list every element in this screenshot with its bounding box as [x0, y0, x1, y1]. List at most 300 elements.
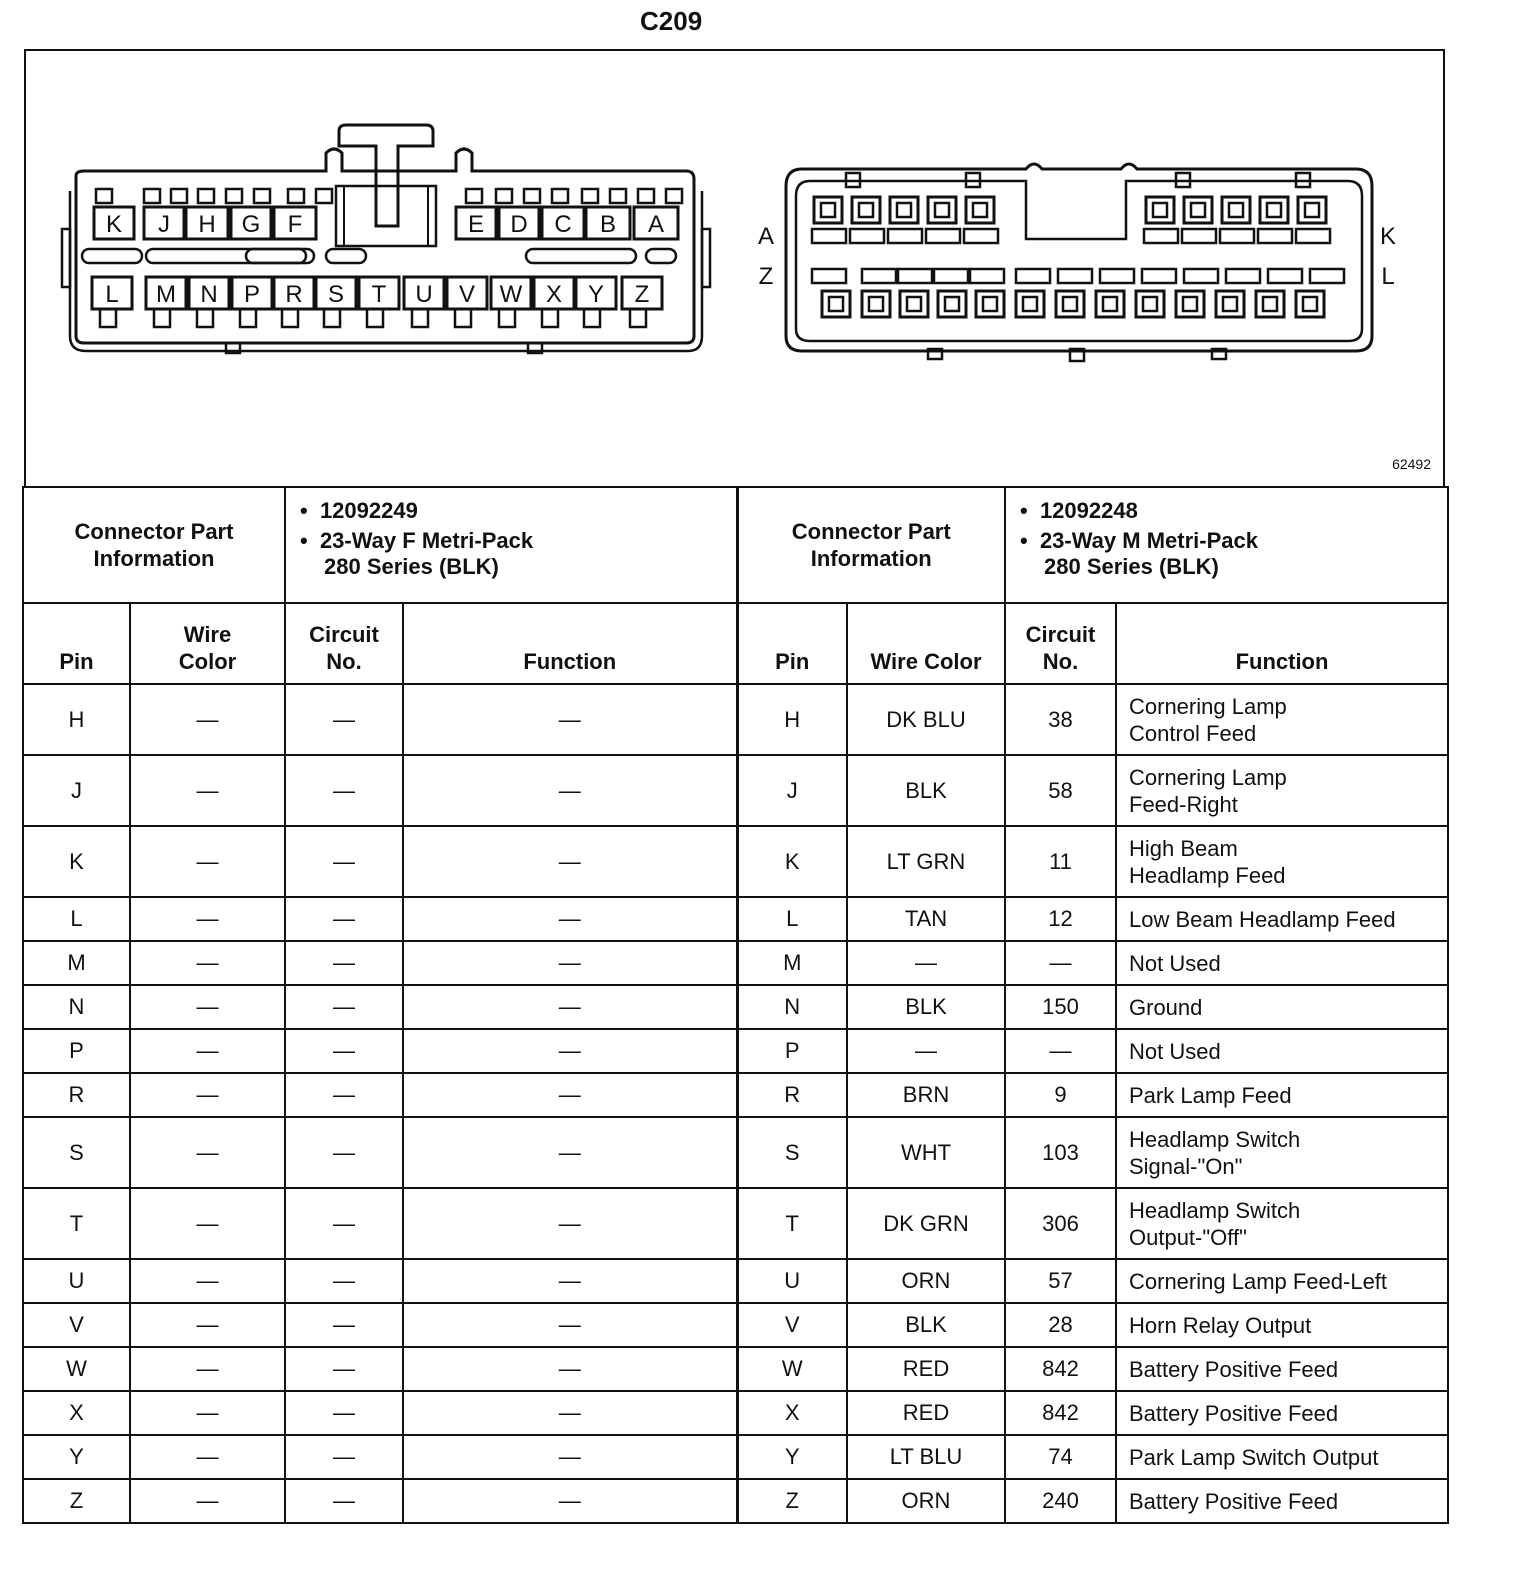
pin-cell-left: X: [23, 1391, 130, 1435]
pin-cell-right: T: [737, 1188, 847, 1259]
wire-color-cell-right: BLK: [847, 1303, 1005, 1347]
pin-label: M: [156, 281, 176, 308]
pin-cell-left: H: [23, 684, 130, 755]
mid-slot: [1258, 229, 1292, 243]
circuit-cell-right: 11: [1005, 826, 1116, 897]
pin-slot: [254, 189, 270, 203]
mid-slot: [646, 249, 676, 263]
pin-slot: [288, 189, 304, 203]
circuit-cell-left: —: [285, 755, 403, 826]
pin-box: [1256, 291, 1284, 317]
pin-box: [1298, 197, 1326, 223]
wire-color-cell-right: WHT: [847, 1117, 1005, 1188]
circuit-cell-right: 842: [1005, 1347, 1116, 1391]
function-line-1: Not Used: [1129, 1038, 1221, 1064]
pin-box: [1176, 291, 1204, 317]
wire-color-cell-right: ORN: [847, 1479, 1005, 1523]
function-line-1: Not Used: [1129, 950, 1221, 976]
wire-color-cell-left: —: [130, 897, 285, 941]
pin-slot: [100, 309, 116, 327]
mid-slot: [1016, 269, 1050, 283]
pin-label: C: [554, 211, 572, 238]
mid-slot: [862, 269, 896, 283]
wire-color-cell-left: —: [130, 1391, 285, 1435]
circuit-cell-right: 103: [1005, 1117, 1116, 1188]
wire-color-cell-right: ORN: [847, 1259, 1005, 1303]
circuit-cell-right: 240: [1005, 1479, 1116, 1523]
left-connector-ear: [702, 229, 710, 287]
pin-cell-left: J: [23, 755, 130, 826]
left-part-info-label-text: Connector Part Information: [74, 519, 234, 571]
mid-slot: [1310, 269, 1344, 283]
pin-box: [976, 291, 1004, 317]
function-line-1: Battery Positive Feed: [1129, 1488, 1339, 1514]
pin-label: V: [458, 281, 476, 308]
wire-color-cell-left: —: [130, 1259, 285, 1303]
right-part-info-label-text: Connector Part Information: [791, 519, 951, 571]
wire-color-cell-right: RED: [847, 1347, 1005, 1391]
function-cell-right: [1116, 826, 1448, 897]
table-row: [23, 1117, 1448, 1188]
pin-slot: [666, 189, 682, 203]
function-cell-right: [1116, 1073, 1448, 1117]
wire-color-cell-left: —: [130, 1117, 285, 1188]
connector-illustration-panel: [24, 49, 1445, 486]
pin-box: [890, 197, 918, 223]
col-circuit-right: [1005, 603, 1116, 684]
connector-side-label: A: [757, 223, 775, 250]
pin-box: [862, 291, 890, 317]
pin-contact: [821, 203, 835, 217]
pin-slot: [584, 309, 600, 327]
right-part-desc: • 23-Way M Metri-Pack: [1020, 528, 1258, 553]
col-wire-color-right: Wire Color: [847, 603, 1005, 684]
pin-slot: [171, 189, 187, 203]
wire-color-cell-right: BRN: [847, 1073, 1005, 1117]
pin-contact: [973, 203, 987, 217]
right-part-number: • 12092248: [1020, 498, 1138, 523]
pin-cell-left: L: [23, 897, 130, 941]
mid-slot: [82, 249, 142, 263]
pin-slot: [455, 309, 471, 327]
function-line-2: Control Feed: [1129, 720, 1257, 746]
col-function-left: Function: [403, 603, 737, 684]
pin-cell-left: U: [23, 1259, 130, 1303]
col-pin-right: Pin: [737, 603, 847, 684]
figure-number: 62492: [1392, 456, 1431, 472]
pin-cell-right: J: [737, 755, 847, 826]
circuit-cell-left: —: [285, 1117, 403, 1188]
mid-slot: [926, 229, 960, 243]
mid-slot: [812, 269, 846, 283]
latch-housing: [336, 186, 436, 246]
pin-slot: [552, 189, 568, 203]
function-cell-right: [1116, 1435, 1448, 1479]
pin-slot: [154, 309, 170, 327]
mid-slot: [1100, 269, 1134, 283]
mid-slot: [1142, 269, 1176, 283]
mid-slot: [898, 269, 932, 283]
pin-slot: [240, 309, 256, 327]
pin-cell-left: Y: [23, 1435, 130, 1479]
circuit-cell-left: —: [285, 1347, 403, 1391]
pin-cell-right: R: [737, 1073, 847, 1117]
pin-cell-right: P: [737, 1029, 847, 1073]
circuit-cell-left: —: [285, 941, 403, 985]
function-cell-left: —: [403, 1073, 737, 1117]
part-info-row: [23, 487, 1448, 603]
right-part-info-label: [737, 487, 1005, 603]
pin-contact: [1191, 203, 1205, 217]
pin-contact: [897, 203, 911, 217]
connector-title: C209: [640, 6, 703, 36]
function-cell-right: [1116, 985, 1448, 1029]
mid-slot: [1268, 269, 1302, 283]
pin-contact: [945, 297, 959, 311]
circuit-cell-right: —: [1005, 1029, 1116, 1073]
function-cell-right: [1116, 1347, 1448, 1391]
pin-contact: [1153, 203, 1167, 217]
mid-slot: [888, 229, 922, 243]
pin-slot: [496, 189, 512, 203]
pin-box: [1016, 291, 1044, 317]
pin-slot: [638, 189, 654, 203]
wire-color-cell-left: —: [130, 1188, 285, 1259]
pin-label: G: [241, 211, 261, 238]
pin-cell-right: Y: [737, 1435, 847, 1479]
pin-label: A: [647, 211, 665, 238]
mid-slot: [1182, 229, 1216, 243]
col-circuit-left: [285, 603, 403, 684]
pin-slot: [542, 309, 558, 327]
function-cell-left: —: [403, 1188, 737, 1259]
pin-contact: [1223, 297, 1237, 311]
right-part-desc-line1: 23-Way M Metri-Pack: [1039, 528, 1258, 553]
pin-contact: [983, 297, 997, 311]
wire-color-cell-right: BLK: [847, 755, 1005, 826]
pin-box: [1096, 291, 1124, 317]
function-line-2: Output-"Off": [1129, 1224, 1247, 1250]
pin-cell-left: R: [23, 1073, 130, 1117]
pin-label: K: [105, 211, 123, 238]
circuit-cell-right: 38: [1005, 684, 1116, 755]
table-row: [23, 1029, 1448, 1073]
pin-cell-right: H: [737, 684, 847, 755]
table-row: [23, 985, 1448, 1029]
function-line-1: Headlamp Switch: [1129, 1197, 1301, 1223]
pin-cell-right: U: [737, 1259, 847, 1303]
function-line-1: Cornering Lamp: [1129, 693, 1287, 719]
function-line-1: Ground: [1129, 994, 1203, 1020]
pin-cell-right: S: [737, 1117, 847, 1188]
pin-box: [900, 291, 928, 317]
right-part-number-text: 12092248: [1039, 498, 1138, 523]
col-wire-color-left-text: Wire Color: [178, 622, 237, 674]
mid-slot: [1184, 269, 1218, 283]
function-line-2: Headlamp Feed: [1129, 862, 1286, 888]
function-cell-left: —: [403, 1259, 737, 1303]
mid-slot: [1144, 229, 1178, 243]
pin-contact: [1305, 203, 1319, 217]
col-circuit-right-text: Circuit No.: [1025, 622, 1096, 674]
mid-slot: [1220, 229, 1254, 243]
pin-box: [1216, 291, 1244, 317]
pin-contact: [829, 297, 843, 311]
function-cell-left: —: [403, 1435, 737, 1479]
pin-cell-right: L: [737, 897, 847, 941]
function-line-1: Park Lamp Switch Output: [1129, 1444, 1379, 1470]
wire-color-cell-left: —: [130, 1347, 285, 1391]
wire-color-cell-left: —: [130, 684, 285, 755]
column-header-row: [23, 603, 1448, 684]
table-row: [23, 1347, 1448, 1391]
wire-color-cell-right: LT GRN: [847, 826, 1005, 897]
pin-slot: [524, 189, 540, 203]
wire-color-cell-right: BLK: [847, 985, 1005, 1029]
wire-color-cell-left: —: [130, 1435, 285, 1479]
pin-cell-left: N: [23, 985, 130, 1029]
pin-box: [852, 197, 880, 223]
col-wire-color-left: [130, 603, 285, 684]
circuit-cell-right: 150: [1005, 985, 1116, 1029]
function-line-1: Cornering Lamp Feed-Left: [1129, 1268, 1388, 1294]
circuit-cell-left: —: [285, 1029, 403, 1073]
mid-slot: [812, 229, 846, 243]
connector-side-label: K: [1379, 223, 1397, 250]
wire-color-cell-left: —: [130, 826, 285, 897]
pin-label: N: [200, 281, 218, 308]
circuit-cell-left: —: [285, 985, 403, 1029]
pin-rows: [23, 684, 1448, 1523]
function-line-1: Battery Positive Feed: [1129, 1356, 1339, 1382]
pin-contact: [1183, 297, 1197, 311]
mid-slot: [146, 249, 314, 263]
wire-color-cell-right: DK GRN: [847, 1188, 1005, 1259]
pin-label: X: [545, 281, 563, 308]
function-line-1: High Beam: [1129, 835, 1238, 861]
pin-slot: [226, 189, 242, 203]
pin-label: E: [467, 211, 485, 238]
function-line-2: Signal-"On": [1129, 1153, 1243, 1179]
pin-label: Z: [634, 281, 650, 308]
circuit-cell-left: —: [285, 1259, 403, 1303]
left-part-desc: • 23-Way F Metri-Pack: [300, 528, 534, 553]
function-cell-right: [1116, 1188, 1448, 1259]
pin-label: D: [510, 211, 528, 238]
left-part-desc-line1: 23-Way F Metri-Pack: [319, 528, 534, 553]
circuit-cell-left: —: [285, 1479, 403, 1523]
function-cell-right: [1116, 941, 1448, 985]
pin-cell-right: Z: [737, 1479, 847, 1523]
pin-contact: [1063, 297, 1077, 311]
mid-slot: [1226, 269, 1260, 283]
left-part-number-text: 12092249: [319, 498, 418, 523]
pin-cell-right: K: [737, 826, 847, 897]
pin-contact: [1267, 203, 1281, 217]
table-row: [23, 1303, 1448, 1347]
table-row: [23, 826, 1448, 897]
function-cell-left: —: [403, 1347, 737, 1391]
pin-cell-left: T: [23, 1188, 130, 1259]
pin-box: [1056, 291, 1084, 317]
pin-label: T: [371, 281, 387, 308]
pin-cell-right: M: [737, 941, 847, 985]
circuit-cell-left: —: [285, 1435, 403, 1479]
pin-contact: [1143, 297, 1157, 311]
function-cell-left: —: [403, 1303, 737, 1347]
wire-color-cell-left: —: [130, 1479, 285, 1523]
wire-color-cell-left: —: [130, 755, 285, 826]
pin-label: P: [243, 281, 261, 308]
col-circuit-left-text: Circuit No.: [309, 622, 379, 674]
function-cell-left: —: [403, 826, 737, 897]
pin-label: S: [327, 281, 345, 308]
pin-contact: [935, 203, 949, 217]
pin-slot: [610, 189, 626, 203]
function-cell-left: —: [403, 985, 737, 1029]
function-cell-right: [1116, 1029, 1448, 1073]
pin-slot: [466, 189, 482, 203]
function-cell-right: [1116, 1479, 1448, 1523]
pin-label: R: [285, 281, 303, 308]
function-line-1: Cornering Lamp: [1129, 764, 1287, 790]
circuit-cell-left: —: [285, 1073, 403, 1117]
pin-contact: [1023, 297, 1037, 311]
function-cell-right: [1116, 1117, 1448, 1188]
latch-icon: [339, 125, 433, 226]
circuit-cell-left: —: [285, 826, 403, 897]
wire-color-cell-left: —: [130, 941, 285, 985]
pin-slot: [316, 189, 332, 203]
function-line-1: Headlamp Switch: [1129, 1126, 1301, 1152]
pin-slot: [324, 309, 340, 327]
function-cell-right: [1116, 1391, 1448, 1435]
pinout-table: [22, 486, 1449, 1524]
pin-cell-left: V: [23, 1303, 130, 1347]
pin-box: [1136, 291, 1164, 317]
circuit-cell-right: 58: [1005, 755, 1116, 826]
pin-cell-right: V: [737, 1303, 847, 1347]
wire-color-cell-right: DK BLU: [847, 684, 1005, 755]
connector-side-label: L: [1381, 263, 1395, 290]
circuit-cell-right: 9: [1005, 1073, 1116, 1117]
function-cell-left: —: [403, 684, 737, 755]
circuit-cell-right: —: [1005, 941, 1116, 985]
pin-slot: [282, 309, 298, 327]
pin-box: [1260, 197, 1288, 223]
mid-slot: [970, 269, 1004, 283]
pin-label: H: [198, 211, 216, 238]
table-row: [23, 755, 1448, 826]
pin-slot: [499, 309, 515, 327]
wire-color-cell-right: TAN: [847, 897, 1005, 941]
left-connector-ear: [62, 229, 70, 287]
function-cell-left: —: [403, 1479, 737, 1523]
function-cell-left: —: [403, 755, 737, 826]
wire-color-cell-left: —: [130, 1073, 285, 1117]
circuit-cell-right: 842: [1005, 1391, 1116, 1435]
table-row: [23, 1391, 1448, 1435]
mid-slot: [850, 229, 884, 243]
function-cell-left: —: [403, 1117, 737, 1188]
pin-box: [966, 197, 994, 223]
table-row: [23, 1188, 1448, 1259]
pin-label: F: [287, 211, 303, 238]
table-row: [23, 1259, 1448, 1303]
pin-contact: [907, 297, 921, 311]
table-row: [23, 1435, 1448, 1479]
wire-color-cell-right: LT BLU: [847, 1435, 1005, 1479]
left-part-info: [285, 487, 737, 603]
pin-cell-right: W: [737, 1347, 847, 1391]
function-cell-right: [1116, 897, 1448, 941]
pin-label: B: [599, 211, 617, 238]
circuit-cell-right: 28: [1005, 1303, 1116, 1347]
table-row: [23, 897, 1448, 941]
wire-color-cell-right: —: [847, 1029, 1005, 1073]
mid-slot: [964, 229, 998, 243]
function-cell-left: —: [403, 1029, 737, 1073]
pin-cell-left: P: [23, 1029, 130, 1073]
function-cell-right: [1116, 755, 1448, 826]
pin-box: [1184, 197, 1212, 223]
circuit-cell-left: —: [285, 897, 403, 941]
circuit-cell-left: —: [285, 1303, 403, 1347]
pin-slot: [96, 189, 112, 203]
function-line-1: Horn Relay Output: [1129, 1312, 1312, 1338]
pin-slot: [582, 189, 598, 203]
mid-slot: [1058, 269, 1092, 283]
circuit-cell-left: —: [285, 1188, 403, 1259]
pin-contact: [1103, 297, 1117, 311]
circuit-cell-left: —: [285, 684, 403, 755]
pin-box: [1146, 197, 1174, 223]
mid-slot: [326, 249, 366, 263]
pin-cell-left: K: [23, 826, 130, 897]
pin-cell-left: M: [23, 941, 130, 985]
pin-contact: [1303, 297, 1317, 311]
pin-cell-right: X: [737, 1391, 847, 1435]
wire-color-cell-left: —: [130, 985, 285, 1029]
connector-side-label: Z: [758, 263, 774, 290]
pin-contact: [1229, 203, 1243, 217]
pin-slot: [198, 189, 214, 203]
pin-cell-left: Z: [23, 1479, 130, 1523]
left-part-info-label: [23, 487, 285, 603]
pin-slot: [367, 309, 383, 327]
wire-color-cell-left: —: [130, 1303, 285, 1347]
table-row: [23, 684, 1448, 755]
connector-drawings: [26, 51, 1447, 488]
pin-label: W: [499, 281, 523, 308]
col-pin-left: Pin: [23, 603, 130, 684]
right-part-info: [1005, 487, 1448, 603]
function-line-1: Low Beam Headlamp Feed: [1129, 906, 1396, 932]
pin-slot: [197, 309, 213, 327]
pin-box: [928, 197, 956, 223]
mid-slot: [246, 249, 306, 263]
pin-cell-left: S: [23, 1117, 130, 1188]
left-part-desc-line2: 280 Series (BLK): [324, 554, 499, 579]
function-cell-left: —: [403, 897, 737, 941]
mid-slot: [1296, 229, 1330, 243]
circuit-cell-left: —: [285, 1391, 403, 1435]
pin-slot: [412, 309, 428, 327]
function-cell-right: [1116, 1259, 1448, 1303]
pin-label: Y: [587, 281, 605, 308]
wire-color-cell-left: —: [130, 1029, 285, 1073]
pin-box: [1222, 197, 1250, 223]
